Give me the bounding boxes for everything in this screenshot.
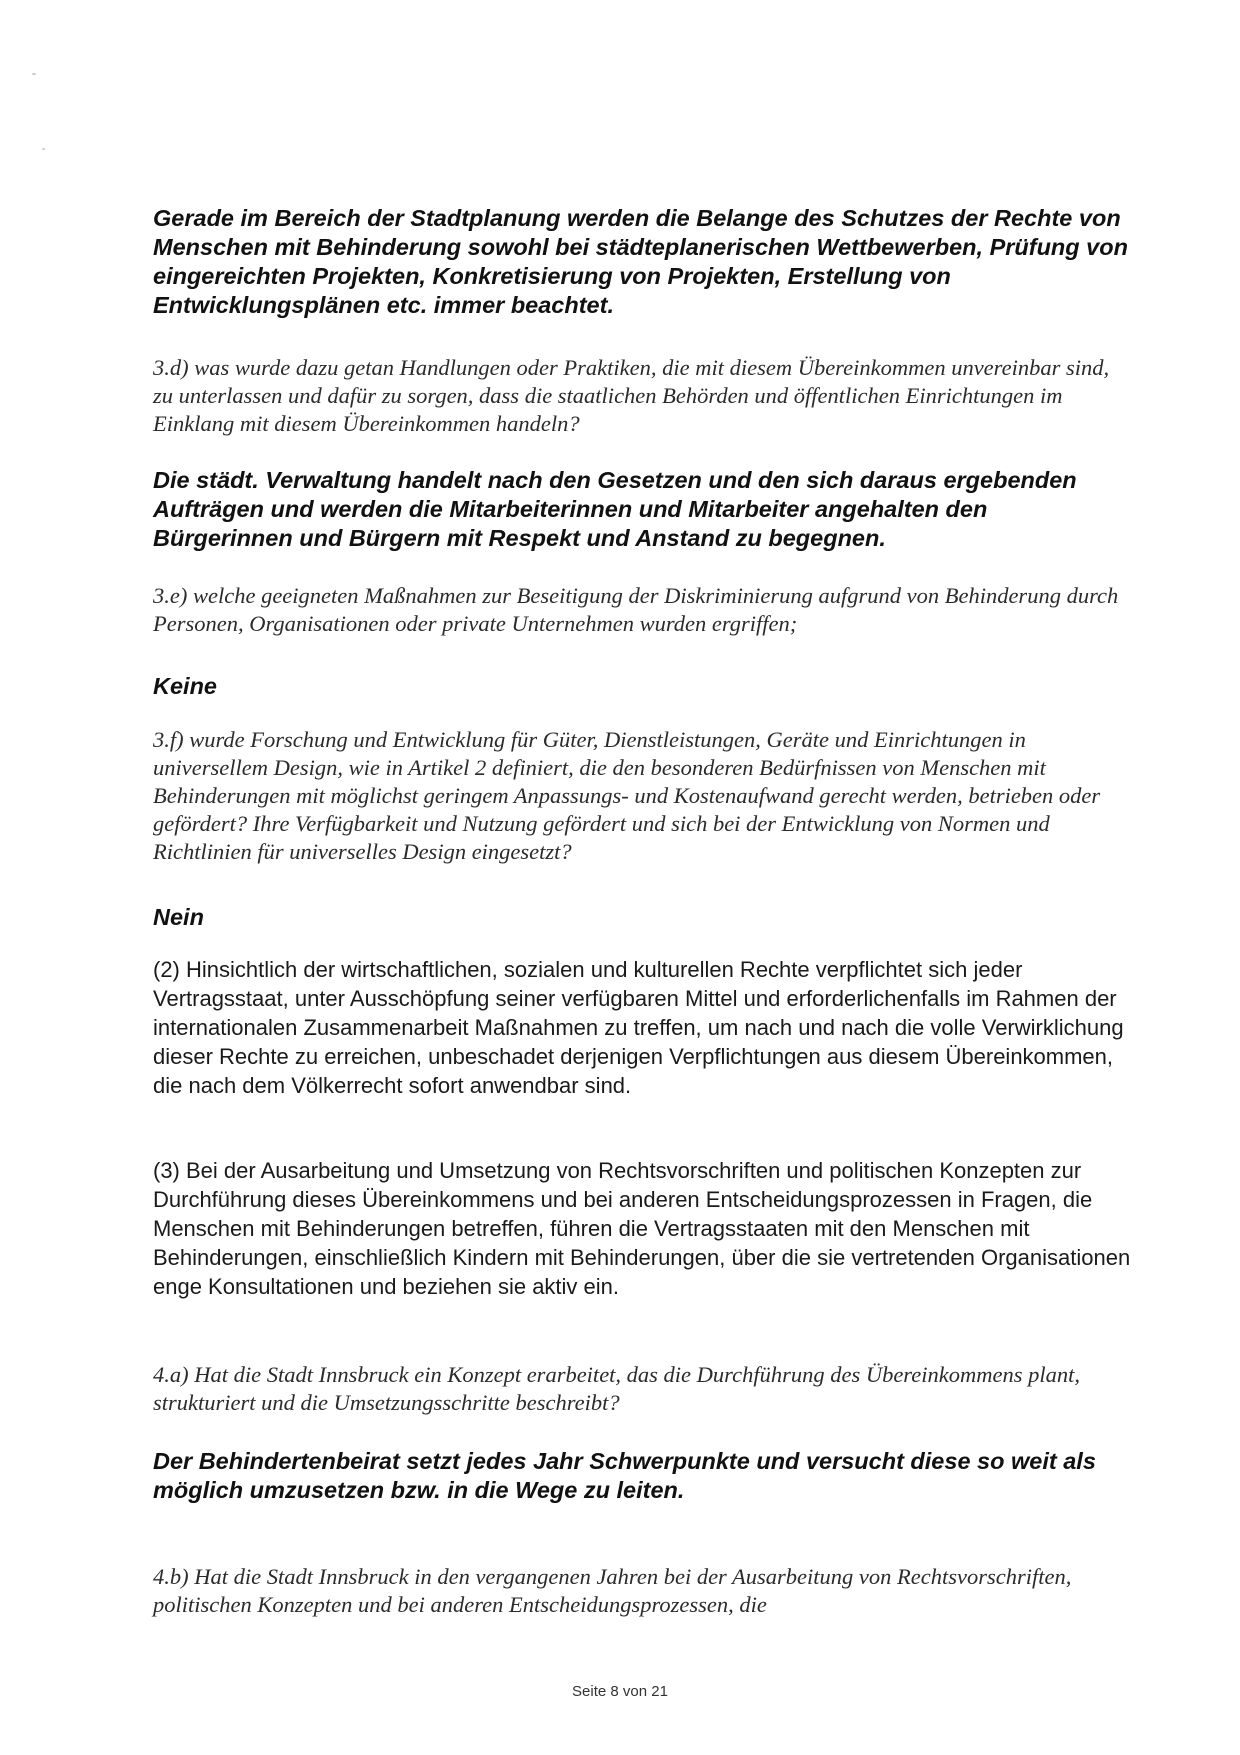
scan-speck [42,148,45,150]
question-4b: 4.b) Hat die Stadt Innsbruck in den vergangenen Jahren bei der Ausarbeitung von Rechtsvorschriften, politischen Konzepten und bei anderen Entscheidungsprozessen, die [153,1564,1072,1617]
paragraph-2: (2) Hinsichtlich der wirtschaftlichen, sozialen und kulturellen Rechte verpflichtet sich jeder Vertragsstaat, unter Ausschöpfung seiner verfügbaren Mittel und erforderlichenfalls im Rahmen der internationalen Zusammenarbeit Maßnahmen zu treffen, um nach und nach die volle Verwirklichung dieser Rechte zu erreichen, unbeschadet derjenigen Verpflichtungen aus diesem Übereinkommen, die nach dem Völkerrecht sofort anwendbar sind. [153,957,1124,1098]
answer-stadtplanung: Gerade im Bereich der Stadtplanung werden die Belange des Schutzes der Rechte von Menschen mit Behinderung sowohl bei städteplanerischen Wettbewerben, Prüfung von eingereichten Projekten, Konkretisierung von Projekten, Erstellung von Entwicklungsplänen etc. immer beachtet. [153,205,1128,318]
paragraph-3: (3) Bei der Ausarbeitung und Umsetzung von Rechtsvorschriften und politischen Konzepten zur Durchführung dieses Übereinkommens und bei anderen Entscheidungsprozessen in Fragen, die Menschen mit Behinderungen betreffen, führen die Vertragsstaaten mit den Menschen mit Behinderungen, einschließlich Kindern mit Behinderungen, über die sie vertretenden Organisationen enge Konsultationen und beziehen sie aktiv ein. [153,1158,1131,1299]
question-3e: 3.e) welche geeigneten Maßnahmen zur Beseitigung der Diskriminierung aufgrund von Behinderung durch Personen, Organisationen oder private Unternehmen wurden ergriffen; [153,583,1119,636]
answer-4a: Der Behindertenbeirat setzt jedes Jahr Schwerpunkte und versucht diese so weit als möglich umzusetzen bzw. in die Wege zu leiten. [153,1448,1096,1503]
page-number-footer: Seite 8 von 21 [572,1683,668,1700]
question-4a: 4.a) Hat die Stadt Innsbruck ein Konzept erarbeitet, das die Durchführung des Übereinkommens plant, strukturiert und die Umsetzungsschritte beschreibt? [153,1362,1080,1415]
answer-3f: Nein [153,904,204,930]
answer-3e: Keine [153,673,217,699]
question-3f: 3.f) wurde Forschung und Entwicklung für Güter, Dienstleistungen, Geräte und Einrichtungen in universellem Design, wie in Artikel 2 definiert, die den besonderen Bedürfnissen von Menschen mit Behinderungen mit möglichst geringem Anpassungs- und Kostenaufwand gerecht werden, betrieben oder gefördert? Ihre Verfügbarkeit und Nutzung gefördert und sich bei der Entwicklung von Normen und Richtlinien für universelles Design eingesetzt? [153,727,1101,864]
answer-3d: Die städt. Verwaltung handelt nach den Gesetzen und den sich daraus ergebenden Aufträgen und werden die Mitarbeiterinnen und Mitarbeiter angehalten den Bürgerinnen und Bürgern mit Respekt und Anstand zu begegnen. [153,467,1077,551]
scan-speck [32,73,36,75]
question-3d: 3.d) was wurde dazu getan Handlungen oder Praktiken, die mit diesem Übereinkommen unvereinbar sind, zu unterlassen und dafür zu sorgen, dass die staatlichen Behörden und öffentlichen Einrichtungen im Einklang mit diesem Übereinkommen handeln? [153,355,1110,436]
